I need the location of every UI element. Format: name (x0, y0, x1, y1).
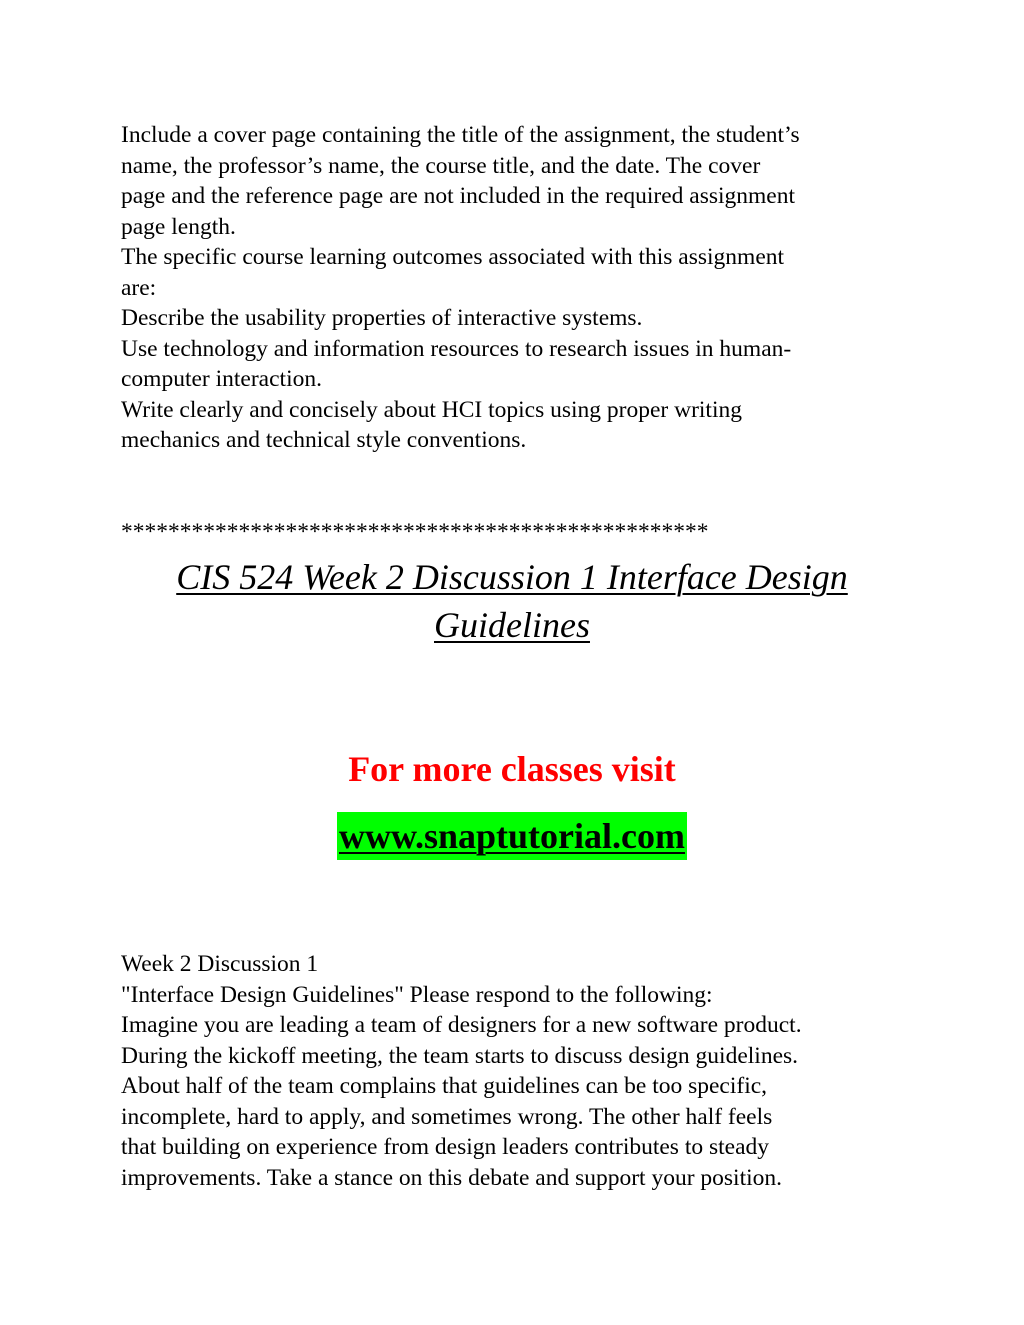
intro-line: Describe the usability properties of interactive systems. (121, 305, 643, 331)
discussion-line: "Interface Design Guidelines" Please respond to the following: (121, 981, 713, 1008)
intro-line: Include a cover page containing the title of the assignment, the student’s (121, 122, 800, 148)
assignment-instructions (121, 120, 921, 456)
promo-link-container (0, 812, 1024, 860)
title-line (0, 553, 1024, 601)
promo-website-link[interactable]: www.snaptutorial.com (337, 812, 687, 860)
intro-line: Write clearly and concisely about HCI topics using proper writing (121, 396, 742, 423)
intro-line: page length. (121, 213, 236, 240)
intro-line: mechanics and technical style conventions. (121, 427, 527, 453)
discussion-line: Week 2 Discussion 1 (121, 951, 319, 977)
intro-line: page and the reference page are not included in the required assignment (121, 183, 796, 209)
intro-line: Use technology and information resources to research issues in human- (121, 335, 792, 362)
discussion-line: About half of the team complains that guidelines can be too specific, (121, 1073, 768, 1099)
discussion-prompt (121, 949, 921, 1193)
title-line-text: Guidelines (434, 605, 590, 645)
title-line (0, 601, 1024, 649)
discussion-line: incomplete, hard to apply, and sometimes wrong. The other half feels (121, 1103, 773, 1130)
section-title (0, 553, 1024, 649)
discussion-line: that building on experience from design leaders contributes to steady (121, 1134, 770, 1160)
intro-line: computer interaction. (121, 366, 322, 392)
intro-line: are: (121, 274, 157, 301)
asterisk-separator: ************************************************** (121, 519, 709, 545)
discussion-line: During the kickoff meeting, the team starts to discuss design guidelines. (121, 1042, 799, 1069)
discussion-line: improvements. Take a stance on this debate and support your position. (121, 1164, 783, 1191)
promo-heading: For more classes visit (348, 749, 676, 789)
discussion-line: Imagine you are leading a team of designers for a new software product. (121, 1012, 802, 1038)
intro-line: name, the professor’s name, the course title, and the date. The cover (121, 152, 761, 179)
title-line-text: CIS 524 Week 2 Discussion 1 Interface Design (176, 557, 848, 597)
intro-line: The specific course learning outcomes associated with this assignment (121, 244, 785, 270)
